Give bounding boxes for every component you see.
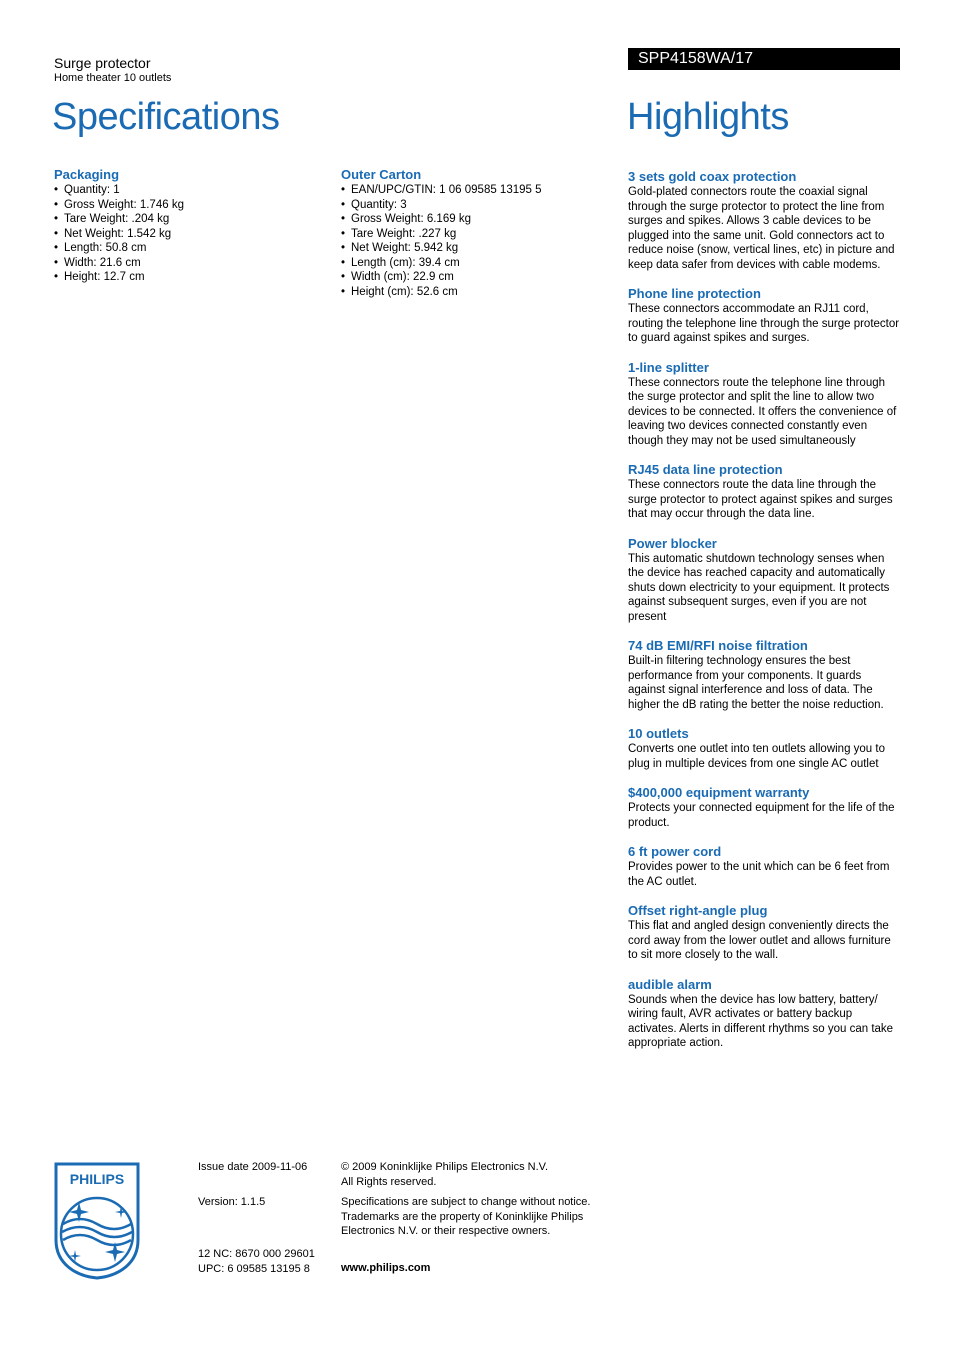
highlight-item xyxy=(628,536,900,625)
nc-code: 12 NC: 8670 000 29601 xyxy=(198,1248,315,1260)
copyright-line: All Rights reserved. xyxy=(341,1175,437,1188)
highlight-item xyxy=(628,844,900,889)
disclaimer-line: Electronics N.V. or their respective owners. xyxy=(341,1225,551,1237)
copyright-block xyxy=(341,1160,601,1189)
upc-code: UPC: 6 09585 13195 8 xyxy=(198,1262,310,1275)
highlight-text: This flat and angled design conveniently directs the cord away from the lower outlet and allows furniture to sit more closely to the wall. xyxy=(628,920,891,961)
packaging-section xyxy=(54,167,314,285)
spec-item: • Tare Weight: .204 kg xyxy=(54,212,314,227)
disclaimer-line: Specifications are subject to change without notice. xyxy=(341,1196,591,1208)
packaging-list xyxy=(54,183,314,285)
product-type: Surge protector xyxy=(54,55,151,71)
highlight-title: Phone line protection xyxy=(628,286,761,301)
spec-item: • Net Weight: 1.542 kg xyxy=(54,227,314,242)
highlight-item xyxy=(628,785,900,830)
highlight-item xyxy=(628,360,900,449)
spec-item: • Width (cm): 22.9 cm xyxy=(341,270,601,285)
version: Version: 1.1.5 xyxy=(198,1196,266,1208)
highlight-text: These connectors accommodate an RJ11 cord, routing the telephone line through the surge protector to guard against spikes and surges. xyxy=(628,303,900,344)
highlight-title: 6 ft power cord xyxy=(628,844,722,859)
highlight-title: Power blocker xyxy=(628,535,717,551)
outer-carton-section xyxy=(341,167,601,299)
outer-carton-title: Outer Carton xyxy=(341,167,422,182)
spec-item: • Width: 21.6 cm xyxy=(54,256,314,271)
spec-item: • Gross Weight: 6.169 kg xyxy=(341,212,601,227)
highlight-item xyxy=(628,462,900,522)
highlight-item xyxy=(628,903,900,963)
spec-item: • Tare Weight: .227 kg xyxy=(341,227,601,242)
spec-item: • Height (cm): 52.6 cm xyxy=(341,285,601,300)
highlight-title: 10 outlets xyxy=(628,726,689,741)
highlight-item xyxy=(628,726,900,771)
highlight-text: Provides power to the unit which can be 6 feet from the AC outlet. xyxy=(628,861,890,888)
disclaimer-line: Trademarks are the property of Koninklijke Philips xyxy=(341,1210,584,1223)
packaging-title: Packaging xyxy=(54,167,120,182)
spec-item: • Length (cm): 39.4 cm xyxy=(341,256,601,271)
highlight-text: Sounds when the device has low battery, battery/ wiring fault, AVR activates or battery backup activates. Alerts in different rhythms so you can take appropriate action. xyxy=(628,993,894,1049)
highlight-title: audible alarm xyxy=(628,976,712,992)
highlight-item xyxy=(628,169,900,272)
model-number-bar: SPP4158WA/17 xyxy=(628,48,900,70)
highlight-text: Gold-plated connectors route the coaxial signal through the surge protector to protect the line from surges and spikes. Allows 3 cable devices to be plugged into the same unit. Gold connectors act to reduce noise (snow, vertical lines, etc) in picture and keep data safer from devices with cable modems. xyxy=(628,186,895,271)
issue-date: Issue date 2009-11-06 xyxy=(198,1161,308,1173)
highlight-text: These connectors route the telephone line through the surge protector and split the line to allow two devices to be connected. It offers the convenience of leaving two devices connected constantly even though they may not be used simultaneously xyxy=(628,376,897,447)
highlight-text: Protects your connected equipment for the life of the product. xyxy=(628,802,895,829)
spec-item: • EAN/UPC/GTIN: 1 06 09585 13195 5 xyxy=(341,183,601,198)
highlight-text: Built-in filtering technology ensures the best performance from your components. It guards against signal interference and loss of data. The higher the dB rating the better the noise reduction. xyxy=(628,655,884,711)
outer-carton-list xyxy=(341,183,601,299)
highlight-title: 3 sets gold coax protection xyxy=(628,169,797,184)
spec-item: • Gross Weight: 1.746 kg xyxy=(54,198,314,213)
spec-item: • Net Weight: 5.942 kg xyxy=(341,241,601,256)
highlight-title: $400,000 equipment warranty xyxy=(628,785,810,800)
spec-item: • Quantity: 1 xyxy=(54,183,314,198)
spec-item: • Length: 50.8 cm xyxy=(54,241,314,256)
highlights-heading: Highlights xyxy=(627,96,789,138)
highlight-item xyxy=(628,977,900,1051)
copyright-line: © 2009 Koninklijke Philips Electronics N.V. xyxy=(341,1161,549,1173)
highlight-text: Converts one outlet into ten outlets allowing you to plug in multiple devices from one single AC outlet xyxy=(628,743,885,770)
product-subtitle: Home theater 10 outlets xyxy=(54,72,172,84)
highlight-item xyxy=(628,286,900,346)
highlight-title: RJ45 data line protection xyxy=(628,462,783,477)
highlight-title: 74 dB EMI/RFI noise filtration xyxy=(628,638,808,653)
highlight-title: Offset right-angle plug xyxy=(628,903,768,918)
specifications-heading: Specifications xyxy=(52,96,280,138)
spec-item: • Quantity: 3 xyxy=(341,198,601,213)
spec-item: • Height: 12.7 cm xyxy=(54,270,314,285)
codes-block xyxy=(198,1247,315,1276)
highlight-title: 1-line splitter xyxy=(628,359,709,375)
disclaimer-block xyxy=(341,1195,601,1239)
logo-wordmark: PHILIPS xyxy=(69,1171,125,1187)
highlight-text: These connectors route the data line through the surge protector to protect against spikes and surges that may occur through the data line. xyxy=(628,479,893,520)
philips-shield-logo xyxy=(54,1162,140,1280)
website-link[interactable]: www.philips.com xyxy=(341,1262,431,1274)
highlights-list xyxy=(628,169,900,1065)
highlight-item xyxy=(628,638,900,712)
highlight-text: This automatic shutdown technology senses when the device has reached capacity and automatically shuts down electricity to your equipment. It protects against subsequent surges, even if you are not present xyxy=(628,552,890,623)
